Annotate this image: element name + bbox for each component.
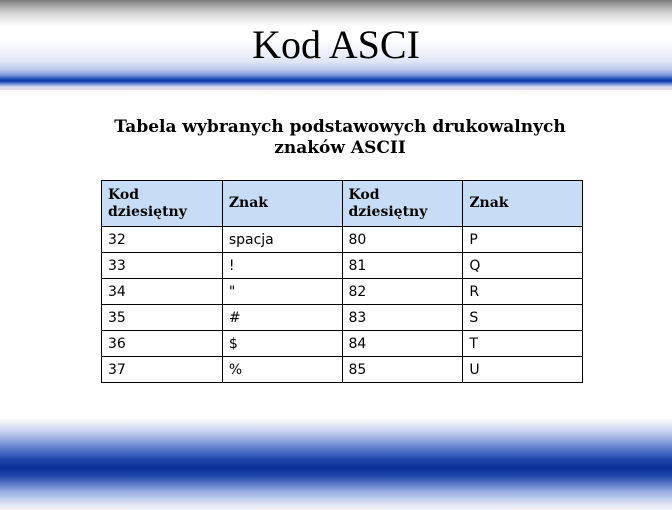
character-cell: # [222, 305, 342, 331]
header-character-1: Znak [222, 181, 342, 227]
table-caption-line-1: Tabela wybranych podstawowych drukowalnych [114, 117, 566, 137]
footer-gradient-band [0, 418, 672, 510]
decimal-code-cell: 82 [342, 279, 463, 305]
table-row [102, 357, 583, 383]
decimal-code-cell: 36 [102, 331, 223, 357]
character-cell: % [222, 357, 342, 383]
table-header-row [102, 181, 583, 227]
table-caption-line-2: znaków ASCII [274, 138, 406, 158]
decimal-code-cell: 83 [342, 305, 463, 331]
decimal-code-cell: 85 [342, 357, 463, 383]
character-cell: $ [222, 331, 342, 357]
ascii-table [101, 180, 583, 383]
decimal-code-cell: 33 [102, 253, 223, 279]
table-caption [40, 117, 640, 159]
character-cell: ! [222, 253, 342, 279]
decimal-code-cell: 35 [102, 305, 223, 331]
header-character-2: Znak [463, 181, 583, 227]
character-cell: U [463, 357, 583, 383]
character-cell: Q [463, 253, 583, 279]
character-cell: " [222, 279, 342, 305]
character-cell: T [463, 331, 583, 357]
table-row [102, 305, 583, 331]
slide-title: Kod ASCI [252, 22, 420, 67]
table-row [102, 253, 583, 279]
character-cell: S [463, 305, 583, 331]
header-decimal-code-1: Kod dziesiętny [102, 181, 223, 227]
decimal-code-cell: 32 [102, 227, 223, 253]
character-cell: P [463, 227, 583, 253]
decimal-code-cell: 81 [342, 253, 463, 279]
header-decimal-code-2: Kod dziesiętny [342, 181, 463, 227]
table-row [102, 331, 583, 357]
decimal-code-cell: 84 [342, 331, 463, 357]
decimal-code-cell: 80 [342, 227, 463, 253]
character-cell: R [463, 279, 583, 305]
table-row [102, 279, 583, 305]
character-cell: spacja [222, 227, 342, 253]
table-row [102, 227, 583, 253]
decimal-code-cell: 34 [102, 279, 223, 305]
decimal-code-cell: 37 [102, 357, 223, 383]
